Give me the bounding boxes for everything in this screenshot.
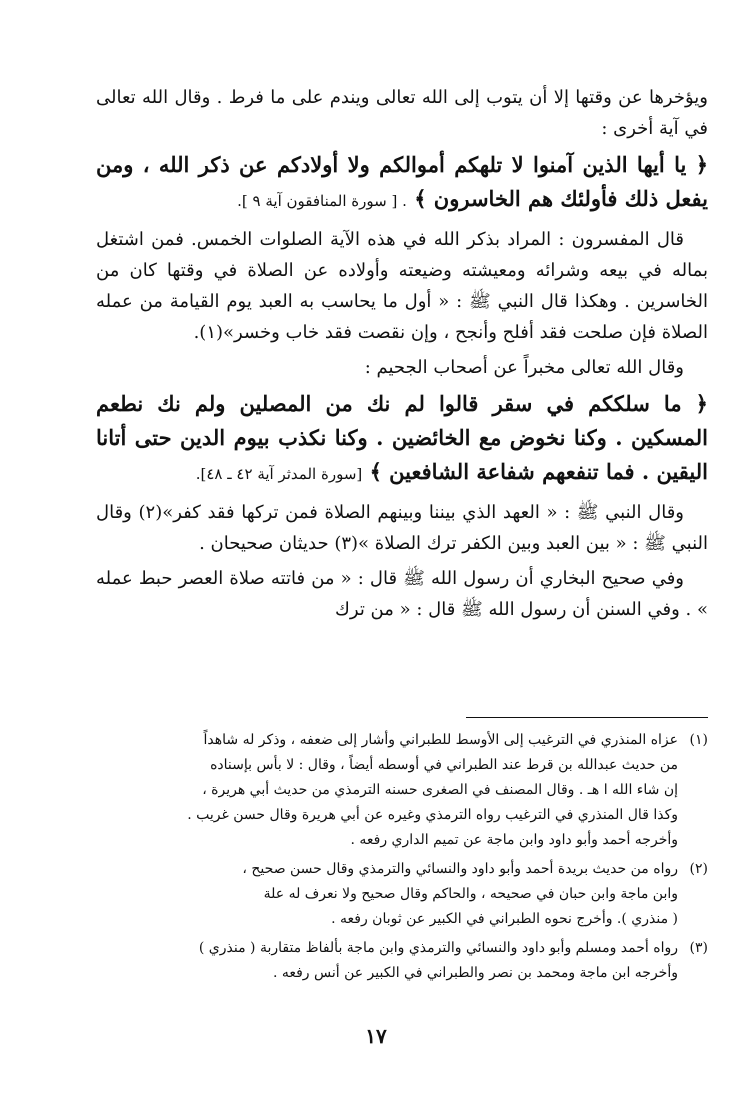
paragraph-4: وقال النبي ﷺ : « العهد الذي بيننا وبينهم الصلاة فمن تركها فقد كفر»(٢) وقال النبي ﷺ : « بين العبد وبين الكفر ترك الصلاة »(٣) حديثان صحيحان . xyxy=(96,502,708,554)
quran-verse-1 xyxy=(96,148,708,218)
footnote-2-line: وابن ماجة وابن حبان في صحيحه ، والحاكم وقال صحيح ولا نعرف له علة xyxy=(263,886,678,902)
paragraph-3: وقال الله تعالى مخبراً عن أصحاب الجحيم : xyxy=(364,357,684,378)
verse-2-reference: [سورة المدثر آية ٤٢ ـ ٤٨]. xyxy=(195,465,363,483)
paragraph-5: وفي صحيح البخاري أن رسول الله ﷺ قال : « من فاتته صلاة العصر حبط عمله » . وفي السنن أن رسول الله ﷺ قال : « من ترك xyxy=(96,568,708,620)
verse-1-reference: . [ سورة المنافقون آية ٩ ]. xyxy=(237,192,407,210)
footnote-1-number: (١) xyxy=(689,732,708,748)
page-number: ١٧ xyxy=(365,1024,387,1048)
footnote-1 xyxy=(96,728,708,853)
footnote-divider xyxy=(466,717,708,718)
paragraph-2: قال المفسرون : المراد بذكر الله في هذه الآية الصلوات الخمس. فمن اشتغل بماله في بيعه وشرائه ومعيشته وضيعته وأولاده عن الصلاة في وقتها كان من الخاسرين . وهكذا قال النبي ﷺ : « أول ما يحاسب به العبد يوم القيامة من عمله الصلاة فإن صلحت فقد أفلح وأنجح ، وإن نقصت فقد خاب وخسر»(١). xyxy=(96,229,708,343)
footnote-3-number: (٣) xyxy=(689,940,708,956)
footnote-3 xyxy=(96,936,708,986)
footnote-3-line: وأخرجه ابن ماجة ومحمد بن نصر والطبراني في الكبير عن أنس رفعه . xyxy=(272,965,678,981)
footnote-1-line: وكذا قال المنذري في الترغيب رواه الترمذي وغيره عن أبي هريرة وقال حسن غريب . xyxy=(187,807,678,823)
quran-verse-2 xyxy=(96,387,708,491)
footnote-1-line: عزاه المنذري في الترغيب إلى الأوسط للطبراني وأشار إلى ضعفه ، وذكر له شاهداً xyxy=(203,732,678,748)
footnote-1-line: وأخرجه أحمد وأبو داود وابن ماجة عن تميم الداري رفعه . xyxy=(350,832,678,848)
main-text xyxy=(96,82,708,629)
footnote-1-line: إن شاء الله ا هـ . وقال المصنف في الصغرى حسنه الترمذي من حديث أبي هريرة ، xyxy=(202,782,678,798)
footnote-2-line: ( منذري ). وأخرج نحوه الطبراني في الكبير عن ثوبان رفعه . xyxy=(331,911,678,927)
footnote-2-number: (٢) xyxy=(689,861,708,877)
footnote-3-line: رواه أحمد ومسلم وأبو داود والنسائي والترمذي وابن ماجة بألفاظ متقاربة ( منذري ) xyxy=(198,940,678,956)
footnote-2-line: رواه من حديث بريدة أحمد وأبو داود والنسائي والترمذي وقال حسن صحيح ، xyxy=(242,861,678,877)
verse-1-text: ﴿ يا أيها الذين آمنوا لا تلهكم أموالكم ولا أولادكم عن ذكر الله ، ومن يفعل ذلك فأولئك هم الخاسرون ﴾ xyxy=(96,152,708,211)
footnote-1-line: من حديث عبدالله بن قرط عند الطبراني في أوسطه أيضاً ، وقال : لا بأس بإسناده xyxy=(210,757,678,773)
verse-2-text: ﴿ ما سلككم في سقر قالوا لم نك من المصلين ولم نك نطعم المسكين . وكنا نخوض مع الخائضين . وكنا نكذب بيوم الدين حتى أتانا اليقين . فما تنفعهم شفاعة الشافعين ﴾ xyxy=(96,391,708,484)
paragraph-1: ويؤخرها عن وقتها إلا أن يتوب إلى الله تعالى ويندم على ما فرط . وقال الله تعالى في آية أخرى : xyxy=(96,87,708,139)
footnote-2 xyxy=(96,857,708,932)
footnotes xyxy=(96,728,708,990)
